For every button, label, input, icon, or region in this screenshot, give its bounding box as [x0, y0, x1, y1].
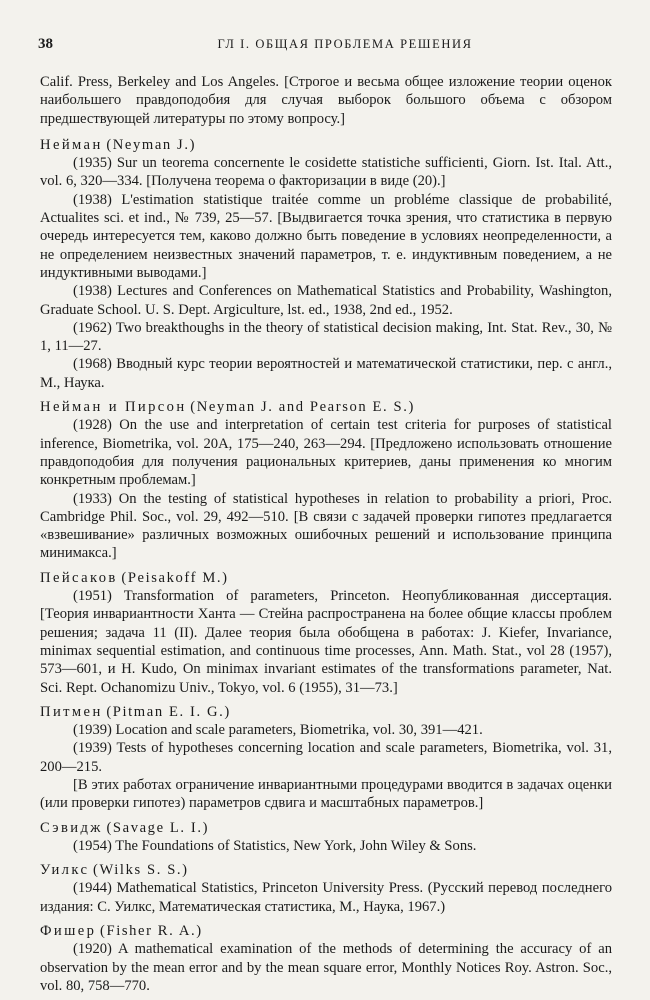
author-name-lat: (Neyman J. and Pearson E. S.) [190, 399, 415, 416]
bibliography [40, 73, 612, 995]
author-name-lat: (Savage L. I.) [106, 819, 210, 836]
bibliography-entry: (1944) Mathematical Statistics, Princeton University Press. (Русский перевод последнего издания: С. Уилкс, Математическая статистика, М., Наука, 1967.) [40, 880, 612, 915]
author-name-ru: Нейман [40, 136, 103, 153]
author-name-ru: Фишер [40, 923, 97, 940]
bibliography-entry: (1920) A mathematical examination of the methods of determining the accuracy of an observation by the mean error and by the mean square error, Monthly Notices Roy. Astron. Soc., vol. 80, 758—770. [40, 941, 612, 994]
author-heading [40, 136, 612, 154]
bibliography-entry: (1935) Sur un teorema concernente le cosidette statistiche sufficienti, Giorn. Ist. Ital. Att., vol. 6, 320—334. [Получена теорема о факторизации в виде (20).] [40, 155, 612, 190]
author-name-lat: (Fisher R. A.) [100, 923, 203, 940]
author-name-lat: (Wilks S. S.) [93, 862, 189, 879]
author-name-ru: Пейсаков [40, 569, 118, 586]
bibliography-entry: (1962) Two breakthoughs in the theory of statistical decision making, Int. Stat. Rev., 30, № 1, 11—27. [40, 319, 612, 355]
author-name-lat: (Peisakoff M.) [121, 569, 229, 586]
author-name-ru: Питмен [40, 703, 103, 720]
author-name-ru: Уилкс [40, 862, 90, 879]
bibliography-entry: (1933) On the testing of statistical hypotheses in relation to probability a priori, Proc. Cambridge Phil. Soc., vol. 29, 492—510. [В связи с задачей проверки гипотез предлагается «взвешивание» различных возможных ошибочных решений и использование принципа минимакса.] [40, 490, 612, 562]
author-heading [40, 861, 612, 879]
bibliography-entry: (1951) Transformation of parameters, Princeton. Неопубликованная диссертация. [Теория инвариантности Ханта — Стейна распространена на более общие классы проблем решения; задача 11 (II). Далее теория была обобщена в работах: J. Kiefer, Invariance, minimax sequential estimation, and continuous time processes, Ann. Math. Stat., vol 28 (1957), 573—601, и H. Kudo, On minimax invariant estimates of the transformations parameter, Nat. Sci. Rept. Ochanomizu Univ., Tokyo, vol. 6 (1955), 31—73.] [40, 588, 612, 696]
author-heading [40, 819, 612, 837]
continuation-paragraph: Calif. Press, Berkeley and Los Angeles. [Строгое и весьма общее изложение теории оценок наибольшего правдоподобия для случая выборок большого объема с обзором предшествующей литературы по этому вопросу.] [40, 74, 612, 127]
author-name-lat: (Pitman E. I. G.) [106, 703, 231, 720]
bibliography-entry: (1954) The Foundations of Statistics, New York, John Wiley & Sons. [73, 837, 477, 854]
editorial-note: [В этих работах ограничение инвариантными процедурами вводится в задачах оценки (или проверки гипотез) параметров сдвига и масштабных параметров.] [40, 776, 612, 812]
author-name-ru: Сэвидж [40, 819, 103, 836]
author-name-ru: Нейман и Пирсон [40, 399, 187, 416]
bibliography-entry: (1939) Tests of hypotheses concerning location and scale parameters, Biometrika, vol. 31, 200—215. [40, 740, 612, 775]
running-title: ГЛ I. ОБЩАЯ ПРОБЛЕМА РЕШЕНИЯ [217, 37, 473, 51]
bibliography-entry: (1938) Lectures and Conferences on Mathematical Statistics and Probability, Washington, Graduate School. U. S. Dept. Argiculture, lst. ed., 1938, 2nd ed., 1952. [40, 283, 612, 318]
bibliography-entry: (1939) Location and scale parameters, Biometrika, vol. 30, 391—421. [73, 722, 483, 739]
bibliography-entry: (1938) L'estimation statistique traitée comme un probléme classique de probabilité, Actualites sci. et ind., № 739, 25—57. [Выдвигается точка зрения, что статистика в первую очередь интересуется тем, каково должно быть поведение в условиях неопределенности, а не определением неизвестных значений параметров, т. е. индуктивным поведением, а не индуктивными выводами.] [40, 191, 612, 281]
page-number: 38 [38, 36, 53, 52]
author-heading [40, 398, 612, 416]
page-header [38, 36, 612, 56]
author-heading [40, 569, 612, 587]
bibliography-entry: (1928) On the use and interpretation of certain test criteria for purposes of statistical inference, Biometrika, vol. 20A, 175—240, 263—294. [Предложено использовать отношение правдоподобия для получения рациональных критериев, даны применения ко многим конкретным проблемам.] [40, 417, 612, 489]
author-heading [40, 922, 612, 940]
author-heading [40, 703, 612, 721]
author-name-lat: (Neyman J.) [106, 136, 197, 153]
bibliography-entry: (1968) Вводный курс теории вероятностей и математической статистики, пер. с англ., М., Наука. [40, 356, 612, 391]
